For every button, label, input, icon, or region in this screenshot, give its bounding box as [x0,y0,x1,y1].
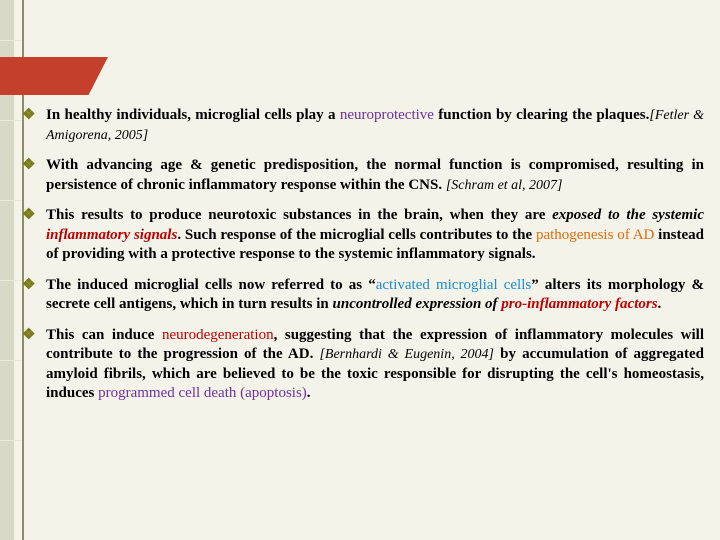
decor-stripe [0,120,24,121]
citation: [Bernhardi & Eugenin, 2004] [319,347,495,362]
bullet-text: In healthy individuals, microglial cells play a [46,107,340,123]
emphasis-text: uncontrolled expression of [332,296,502,312]
highlight-pro-inflammatory: pro-inflammatory factors [501,296,658,312]
diamond-bullet-icon: ❖ [22,207,36,223]
citation: [Schram et al, 2007] [445,177,563,193]
highlight-apoptosis: programmed cell death (apoptosis) [98,385,307,401]
bullet-text: . [657,296,662,312]
highlight-inflammatory-signals: inflammatory signals [46,226,178,243]
decor-stripe [0,440,24,441]
bullet-text: This can induce [46,326,162,343]
bullet-text: instead of providing with a protective response to the systemic inflammatory signals. [46,226,704,262]
emphasis-text: exposed to the systemic [552,207,704,223]
decor-stripe [0,40,24,41]
bullet-text: ” alters its morphology & secrete cell antigens, which in turn results in [46,276,704,312]
decor-stripe [0,200,24,201]
bullet-item-1 [22,106,704,145]
bullet-text: . [306,385,311,401]
bullet-item-2 [22,156,704,195]
highlight-activated-microglial: activated microglial cells [375,276,532,293]
bullet-text: The induced microglial cells now referred to as “ [46,276,376,293]
bullet-item-4 [22,276,704,315]
bullet-text: function by clearing the plaques. [433,107,650,123]
highlight-neurodegeneration: neurodegeneration [161,326,274,343]
bullet-item-3 [22,206,704,265]
decor-stripe [0,280,24,281]
bullet-item-5 [22,326,704,404]
diamond-bullet-icon: ❖ [22,276,36,293]
bullet-text: , suggesting that the expression of inflammatory molecules will contribute to the progression of the AD. [46,326,704,362]
diamond-bullet-icon: ❖ [22,157,36,173]
slide-content [22,106,704,415]
title-accent-shape [0,57,108,95]
bullet-text: This results to produce neurotoxic substances in the brain, when they are [46,207,553,223]
highlight-pathogenesis: pathogenesis of AD [535,226,655,243]
diamond-bullet-icon: ❖ [22,326,36,343]
highlight-neuroprotective: neuroprotective [339,107,434,123]
bullet-text: . Such response of the microglial cells contributes to the [177,226,536,243]
decor-stripe [0,360,24,361]
citation: [Fetler & Amigorena, 2005] [46,108,704,143]
bullet-text: by accumulation of aggregated amyloid fibrils, which are believed to be the toxic responsible for disrupting the cell's homeostasis, induces [46,346,704,401]
bullet-text: With advancing age & genetic predisposition, the normal function is compromised, resulting in persistence of chronic inflammatory response within the CNS. [46,157,704,193]
diamond-bullet-icon: ❖ [22,107,36,123]
